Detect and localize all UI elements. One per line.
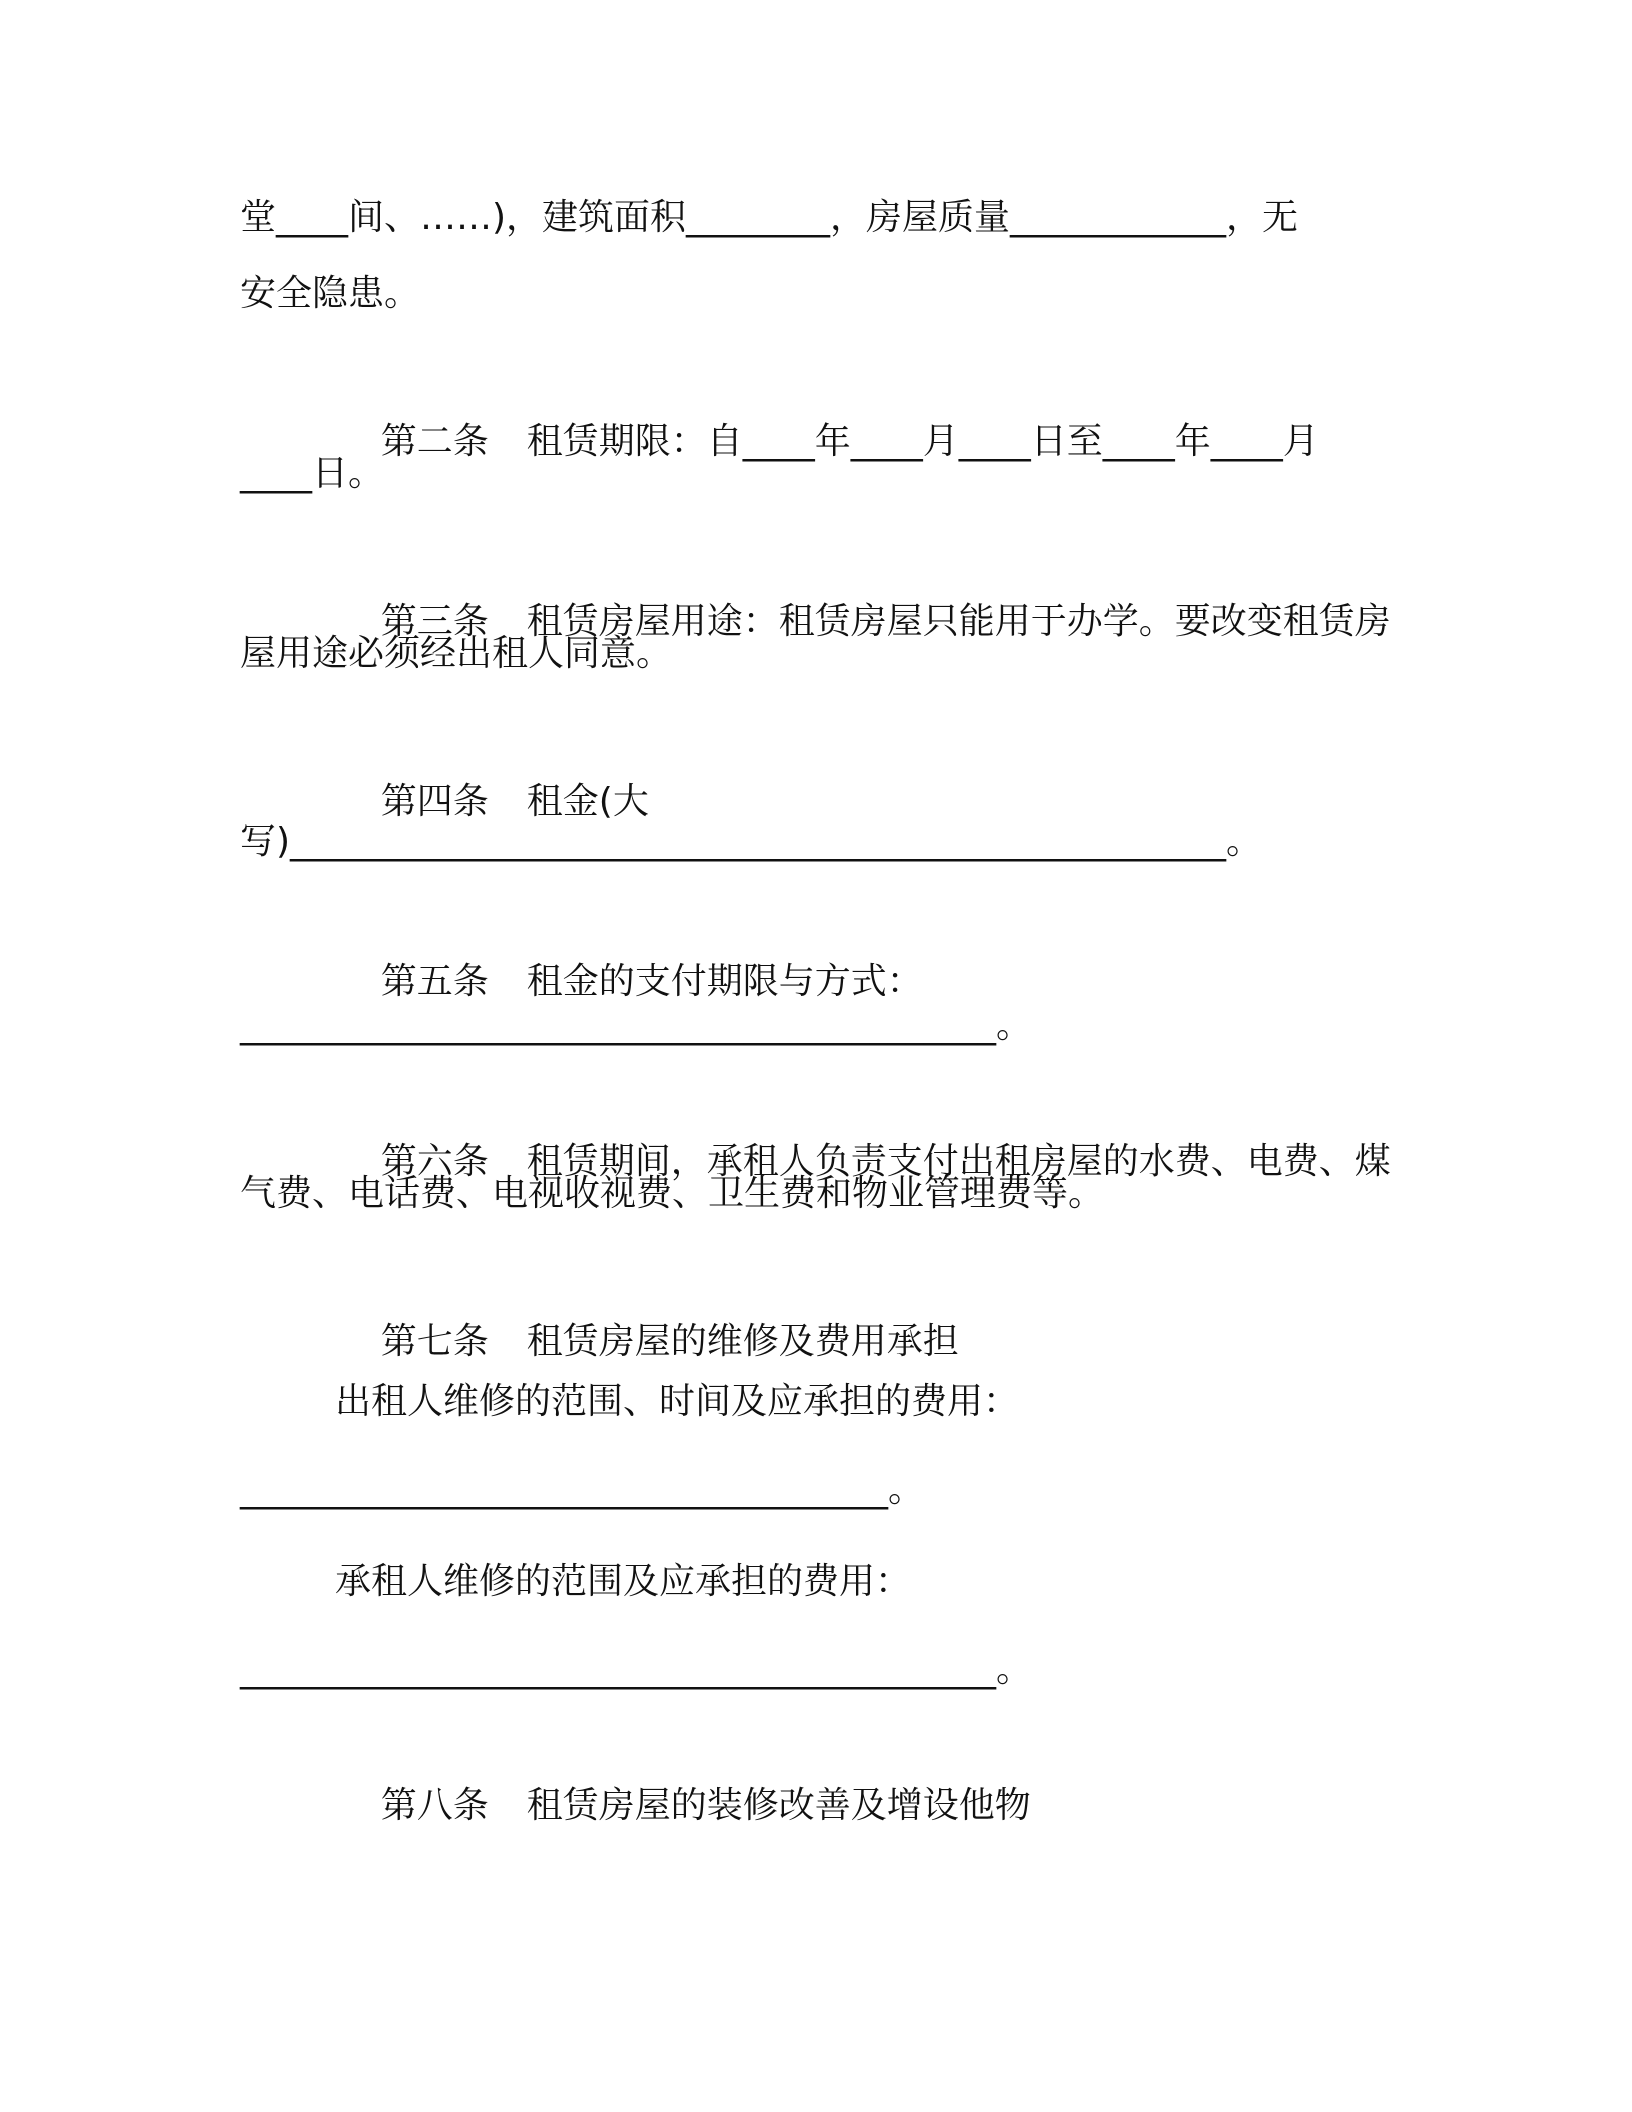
- article4-line2: 写)____________________________________________________。: [240, 821, 1263, 862]
- article2-line1: [335, 376, 1319, 508]
- article1-tail-line2: 安全隐患。: [240, 273, 421, 314]
- article3-line2: 屋用途必须经出租人同意。: [240, 633, 673, 674]
- article4-text: 租金(大: [526, 781, 649, 822]
- article1-tail-line1: 堂____间、……)，建筑面积________，房屋质量____________，无: [240, 197, 1299, 238]
- article7-lessor-label: 出租人维修的范围、时间及应承担的费用：: [335, 1381, 1020, 1422]
- article2-text: 租赁期限：自____年____月____日至____年____月: [526, 421, 1319, 462]
- article6-line2: 气费、电话费、电视收视费、卫生费和物业管理费等。: [240, 1173, 1105, 1214]
- article7-lessee-label: 承租人维修的范围及应承担的费用：: [335, 1561, 912, 1602]
- article3-label: 第三条: [380, 601, 489, 642]
- article5-line2: __________________________________________。: [240, 1005, 1032, 1046]
- article7-label: 第七条: [380, 1321, 489, 1362]
- article6-label: 第六条: [380, 1141, 489, 1182]
- article6-text: 租赁期间，承租人负责支付出租房屋的水费、电费、煤: [526, 1141, 1391, 1182]
- article3-text: 租赁房屋用途：租赁房屋只能用于办学。要改变租赁房: [526, 601, 1391, 642]
- article5-text: 租金的支付期限与方式：: [526, 961, 923, 1002]
- article2-label: 第二条: [380, 421, 489, 462]
- article8-line1: [335, 1740, 1031, 1872]
- article8-text: 租赁房屋的装修改善及增设他物: [526, 1785, 1031, 1826]
- article8-label: 第八条: [380, 1785, 489, 1826]
- article2-line2: ____日。: [240, 453, 385, 494]
- article7-text: 租赁房屋的维修及费用承担: [526, 1321, 959, 1362]
- article7-lessor-blank: ____________________________________。: [240, 1469, 924, 1510]
- article5-label: 第五条: [380, 961, 489, 1002]
- article4-label: 第四条: [380, 781, 489, 822]
- article7-lessee-blank: __________________________________________。: [240, 1649, 1032, 1690]
